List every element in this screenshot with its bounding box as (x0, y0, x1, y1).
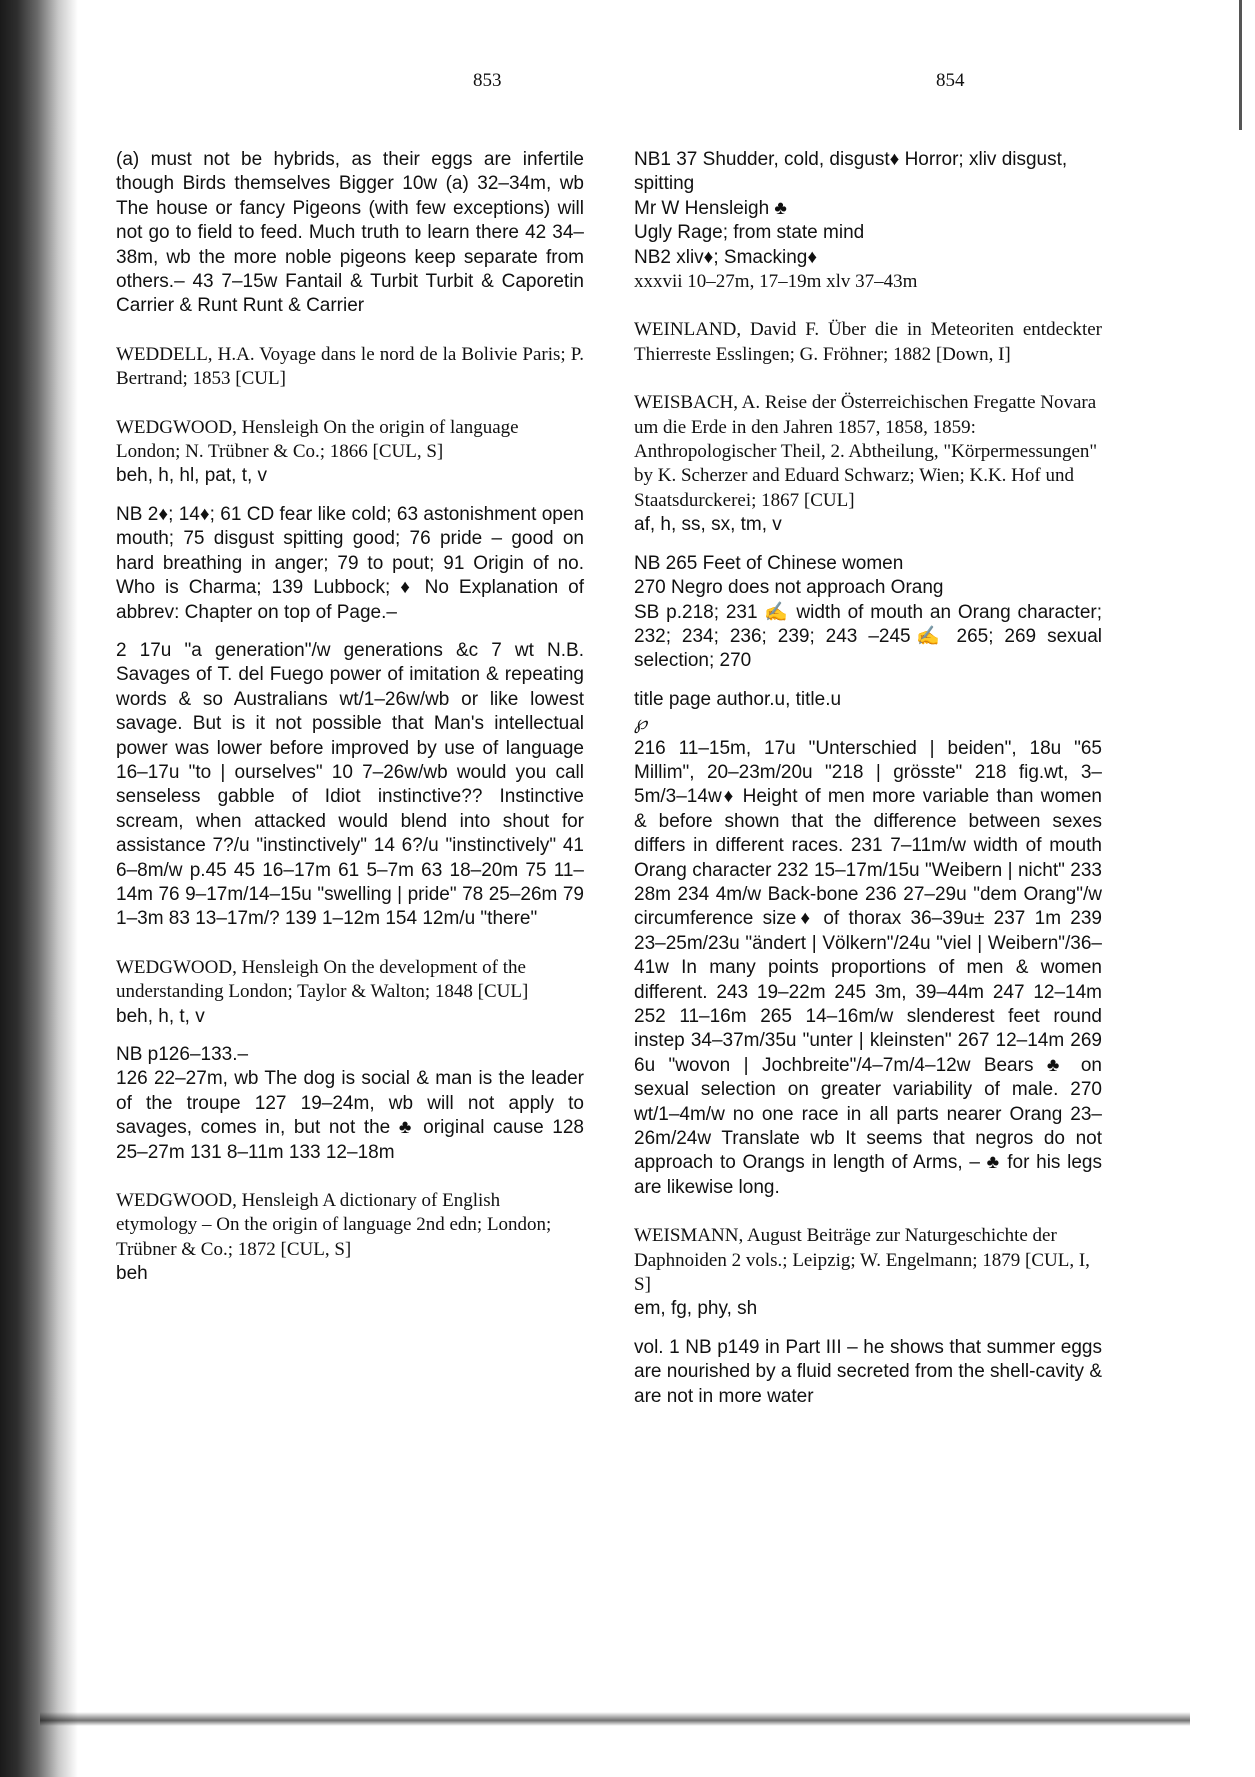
nb1-note-line: Ugly Rage; from state mind (634, 222, 865, 244)
entry-tags: af, h, ss, sx, tm, v (634, 514, 782, 536)
entry-weismann (634, 1224, 1102, 1409)
entry-nb-line: 270 Negro does not approach Orang (634, 577, 944, 599)
continuation-paragraph: (a) must not be hybrids, as their eggs are infertile though Birds themselves Bigger 10w (a) 32–34m, wb The house or fancy Pigeons (with few exceptions) will not go to field to feed. Much truth to learn there 42 34–38m, wb the more noble pigeons keep separate from others.– 43 7–15w Fantail & Turbit Turbit & Caporetin Carrier & Runt Runt & Carrier (116, 149, 584, 317)
entry-nb-notes: NB 2♦; 14♦; 61 CD fear like cold; 63 astonishment open mouth; 75 disgust spitting good; 76 pride – good on hard breathing in anger; 79 to pout; 91 Origin of no. Who is Charma; 139 Lubbock; ♦ No Explanation of abbrev: Chapter on top of Page.– (116, 503, 584, 623)
entry-wedgwood-understanding (116, 956, 584, 1165)
entry-nb-notes: NB p126–133.– (116, 1044, 249, 1065)
entry-title-page: title page author.u, title.u (634, 688, 842, 710)
entry-tags: beh, h, hl, pat, t, v (116, 465, 268, 487)
nb2-note-line: NB2 xliv♦; Smacking♦ (634, 246, 818, 268)
right-column (634, 148, 1102, 1423)
entry-heading: WEDGWOOD, Hensleigh A dictionary of English etymology – On the origin of language 2nd edn; London; Trübner & Co.; 1872 [CUL, S] (116, 1190, 552, 1260)
right-edge-mark (1239, 0, 1242, 130)
left-page-number: 853 (473, 70, 502, 91)
entry-sb-notes: SB p.218; 231 ✍ width of mouth an Orang character; 232; 234; 236; 239; 243 –245✍ 265; 269 sexual selection; 270 (634, 601, 1102, 672)
handwritten-glyph: ℘ (634, 713, 648, 735)
entry-weisbach (634, 391, 1102, 1200)
nb-page-refs: xxxvii 10–27m, 17–19m xlv 37–43m (634, 271, 918, 293)
right-page-number: 854 (936, 70, 965, 91)
nb1-note-line: Mr W Hensleigh ♣ (634, 197, 787, 219)
entry-heading: WEDGWOOD, Hensleigh On the development of the understanding London; Taylor & Walton; 1848 [CUL] (116, 956, 529, 1003)
left-column (116, 148, 584, 1287)
entry-wedgwood-dictionary (116, 1189, 584, 1287)
entry-marginalia: 216 11–15m, 17u "Unterschied | beiden", 18u "65 Millim", 20–23m/20u "218 | grösste" 218 fig.wt, 3–5m/3–14w♦ Height of men more variable than women & before shown that the difference between sexes differs in different races. 231 7–11m/w width of mouth Orang character 232 15–17m/15u "Weibern | nicht" 233 28m 234 4m/w Back-bone 236 27–29u "dem Orang"/w circumference size♦ of thorax 36–39u± 237 1m 239 23–25m/23u "ändert | Völkern"/24u "viel | Weibern"/36–41w In many points proportions of men & women different. 243 19–22m 245 3m, 39–44m 247 12–14m 252 11–16m 265 14–16m/w slenderest feet round instep 34–37m/35u "unter | kleinsten" 267 12–14m 269 6u "wovon | Jochbreite"/4–7m/4–12w Bears ♣ on sexual selection on greater variability of male. 270 wt/1–4m/w no one race in all parts nearer Orang 23–26m/24w Translate wb It seems that negros do not approach to Orangs in length of Arms, – ♣ for his legs are likewise long. (634, 737, 1102, 1198)
entry-marginalia: 126 22–27m, wb The dog is social & man is the leader of the troupe 127 19–24m, wb will not apply to savages, comes in, but not the ♣ original cause 128 25–27m 131 8–11m 133 12–18m (116, 1068, 584, 1163)
entry-heading: WEISMANN, August Beiträge zur Naturgeschichte der Daphnoiden 2 vols.; Leipzig; W. Engelmann; 1879 [CUL, I, S] (634, 1225, 1090, 1296)
entry-vol-note: vol. 1 NB p149 in Part III – he shows that summer eggs are nourished by a fluid secreted from the shell-cavity & are not in more water (634, 1336, 1102, 1407)
entry-tags: beh, h, t, v (116, 1005, 205, 1027)
entry-heading: WEDGWOOD, Hensleigh On the origin of language London; N. Trübner & Co.; 1866 [CUL, S] (116, 416, 519, 463)
entry-weinland: WEINLAND, David F. Über die in Meteoriten entdeckter Thierreste Esslingen; G. Fröhner; 1882 [Down, I] (634, 319, 1102, 365)
entry-heading: WEISBACH, A. Reise der Österreichischen Fregatte Novara um die Erde in den Jahren 1857, 1858, 1859: Anthropologischer Theil, 2. Abtheilung, "Körpermessungen" by K. Scherzer and Eduard Schwarz; Wien; K.K. Hof und Staatsdurckerei; 1867 [CUL] (634, 392, 1098, 511)
entry-tags: beh (116, 1263, 148, 1285)
entry-weddell: WEDDELL, H.A. Voyage dans le nord de la Bolivie Paris; P. Bertrand; 1853 [CUL] (116, 343, 584, 390)
entry-marginalia: 2 17u "a generation"/w generations &c 7 wt N.B. Savages of T. del Fuego power of imitation & repeating words & so Australians wt/1–26w/wb or like lowest savage. But is it not possible that Man's intellectual power was lower before improved by use of language 16–17u "to | ourselves" 10 7–26w/wb would you call senseless gabble of Idiot instinctive?? Instinctive scream, when attacked would blend into shout for assistance 7?/u "instinctively" 14 6?/u "instinctively" 41 6–8m/w p.45 45 16–17m 61 5–7m 63 18–20m 75 11–14m 76 9–17m/14–15u "swelling | pride" 78 25–26m 79 1–3m 83 13–17m/? 139 1–12m 154 12m/u "there" (116, 639, 584, 930)
entry-tags: em, fg, phy, sh (634, 1298, 758, 1320)
entry-nb-line: NB 265 Feet of Chinese women (634, 552, 904, 574)
page-bottom-shadow (40, 1712, 1190, 1726)
entry-wedgwood-origin-language (116, 416, 584, 932)
nb1-note: NB1 37 Shudder, cold, disgust♦ Horror; xliv disgust, spitting (634, 149, 1068, 195)
book-gutter-shadow (0, 0, 78, 1777)
